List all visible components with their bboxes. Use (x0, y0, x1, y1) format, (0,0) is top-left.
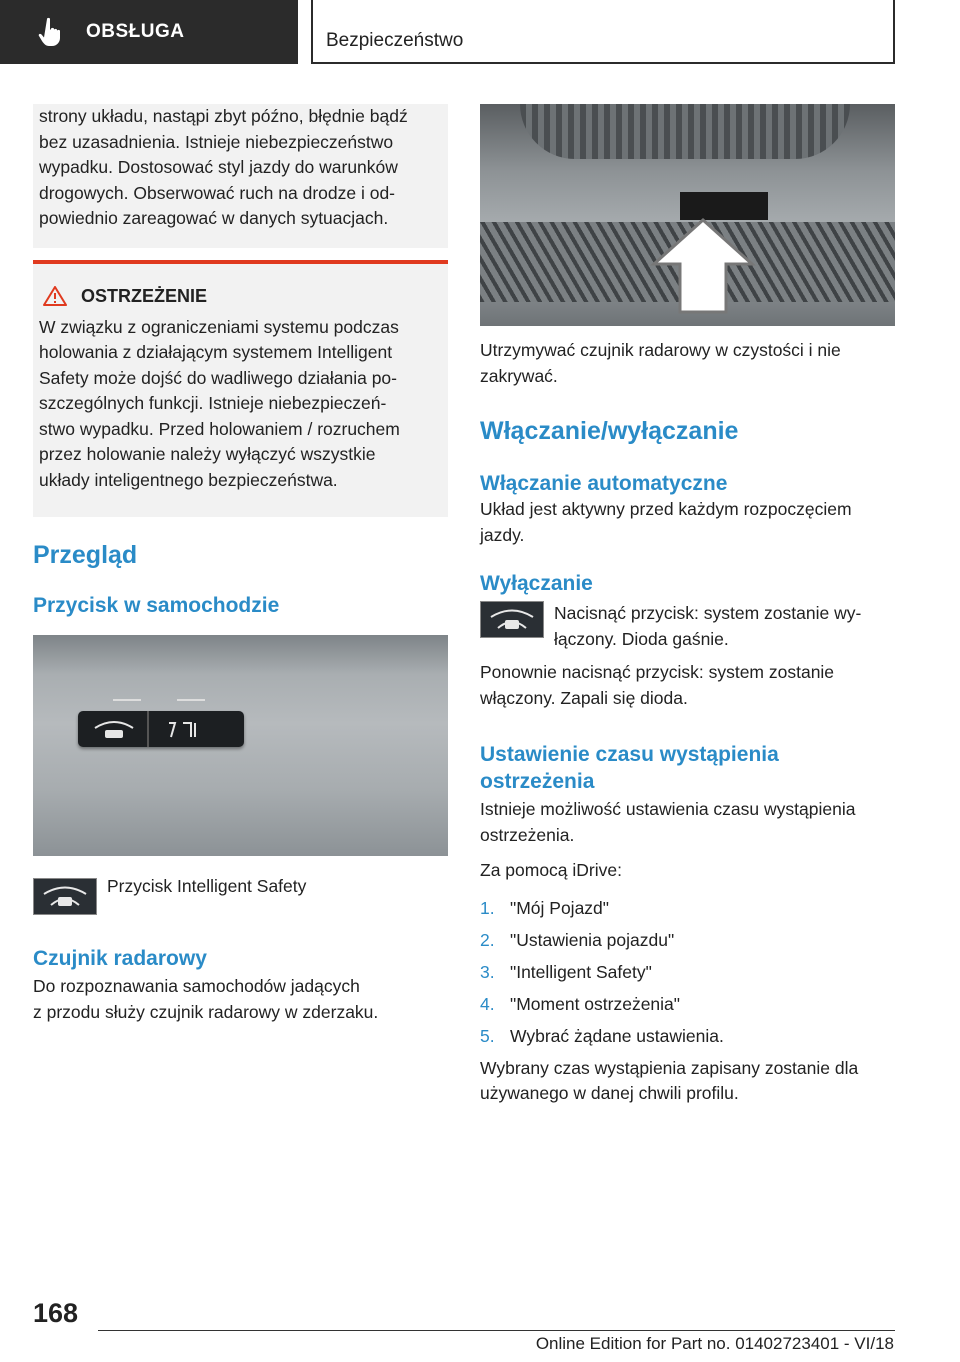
arrow-up-icon (648, 216, 758, 316)
heading-warning-timing: Ustawienie czasu wystąpienia ostrzeżenia (480, 743, 779, 793)
warning-line: układy inteligentnego bezpieczeństwa. (39, 469, 338, 490)
step-text: "Ustawienia pojazdu" (510, 929, 675, 950)
intro-line: drogowych. Obserwować ruch na drodze i od- (39, 182, 396, 203)
page-number: 168 (33, 1298, 79, 1328)
intro-line: wypadku. Dostosować styl jazdy do warunków (39, 157, 398, 177)
intelligent-safety-symbol (33, 878, 97, 915)
step-text: "Mój Pojazd" (510, 897, 609, 918)
intro-line: powiednio zareagować w danych sytuacjach. (39, 208, 389, 228)
hand-pointer-icon (38, 17, 64, 47)
auto-line: jazdy. (480, 524, 525, 545)
button-caption: Przycisk Intelligent Safety (107, 876, 307, 896)
chapter-header (311, 0, 895, 64)
right-column (480, 104, 895, 1107)
intelligent-safety-button-icon (91, 719, 137, 741)
warning-triangle-icon (43, 286, 67, 306)
timing-line: Istnieje możliwość ustawienia czasu wystąpienia (480, 799, 856, 819)
warning-line: Safety może dojść do wadliwego działania po- (39, 367, 397, 388)
bumper-photo (480, 104, 895, 326)
warning-line: przez holowanie należy wyłączyć wszystkie (39, 444, 376, 464)
radar-line: z przodu służy czujnik radarowy w zderzaku. (33, 1001, 379, 1022)
list-item (480, 892, 895, 924)
warning-line: stwo wypadku. Przed holowaniem / rozruchem (39, 418, 400, 439)
list-item (480, 988, 895, 1020)
auto-line: Układ jest aktywny przed każdym rozpoczęciem (480, 499, 852, 519)
list-item (480, 924, 895, 956)
warning-heading (43, 286, 438, 307)
warning-line: holowania z działającym systemem Intelligent (39, 342, 393, 362)
intro-line: strony układu, nastąpi zbyt późno, błędnie bądź (39, 106, 408, 126)
list-item (480, 956, 895, 988)
list-item (480, 1020, 895, 1052)
edition-text: Online Edition for Part no. 01402723401 - VI/18 (535, 1334, 894, 1353)
saved-line: używanego w danej chwili profilu. (480, 1083, 739, 1103)
intelligent-safety-symbol (480, 601, 544, 638)
off-line: łączony. Dioda gaśnie. (554, 628, 729, 649)
intelligent-safety-icon (481, 602, 543, 637)
intro-box (33, 104, 448, 248)
left-column (33, 104, 448, 1025)
steps-list (480, 892, 895, 1052)
heading-radar-sensor: Czujnik radarowy (33, 947, 207, 970)
footer-divider (98, 1330, 895, 1331)
off-line: Nacisnąć przycisk: system zostanie wy- (554, 603, 862, 623)
step-number: 1. (480, 897, 495, 918)
saved-line: Wybrany czas wystąpienia zapisany zostanie dla (480, 1057, 859, 1078)
off-row (480, 601, 895, 652)
intelligent-safety-icon (34, 879, 96, 914)
lane-assist-button-icon (161, 719, 207, 741)
step-text: "Moment ostrzeżenia" (510, 993, 680, 1014)
off-text (554, 601, 861, 652)
heading-on-off: Włączanie/wyłączanie (480, 417, 739, 445)
step-text: "Intelligent Safety" (510, 961, 652, 982)
intro-line: bez uzasadnienia. Istnieje niebezpieczeństwo (39, 131, 394, 152)
on-line: włączony. Zapali się dioda. (480, 687, 688, 708)
heading-overview: Przegląd (33, 541, 138, 569)
led-indicator (177, 699, 205, 701)
warning-title: OSTRZEŻENIE (81, 285, 208, 306)
section-label: OBSŁUGA (86, 21, 185, 42)
step-number: 3. (480, 961, 495, 982)
led-indicator (113, 699, 141, 701)
kidney-grille (520, 104, 850, 159)
warning-line: szczególnych funkcji. Istnieje niebezpieczeń- (39, 393, 387, 413)
idrive-text: Za pomocą iDrive: (480, 860, 622, 880)
button-photo (33, 635, 448, 856)
step-number: 2. (480, 929, 495, 950)
button-caption-row (33, 878, 448, 915)
warning-box (33, 260, 448, 518)
step-number: 5. (480, 1025, 495, 1046)
timing-line: ostrzeżenia. (480, 824, 575, 845)
radar-caption-line: Utrzymywać czujnik radarowy w czystości i nie (480, 340, 841, 360)
warning-line: W związku z ograniczeniami systemu podczas (39, 316, 399, 337)
chapter-title: Bezpieczeństwo (326, 30, 464, 51)
button-divider (147, 711, 149, 747)
radar-line: Do rozpoznawania samochodów jadących (33, 976, 360, 996)
heading-off: Wyłączanie (480, 572, 593, 595)
on-line: Ponownie nacisnąć przycisk: system zostanie (480, 662, 835, 682)
heading-auto-on: Włączanie automatyczne (480, 472, 728, 495)
radar-caption-line: zakrywać. (480, 365, 558, 386)
section-tab (0, 0, 298, 64)
step-number: 4. (480, 993, 495, 1014)
step-text: Wybrać żądane ustawienia. (510, 1025, 724, 1046)
heading-button-in-car: Przycisk w samochodzie (33, 594, 280, 617)
